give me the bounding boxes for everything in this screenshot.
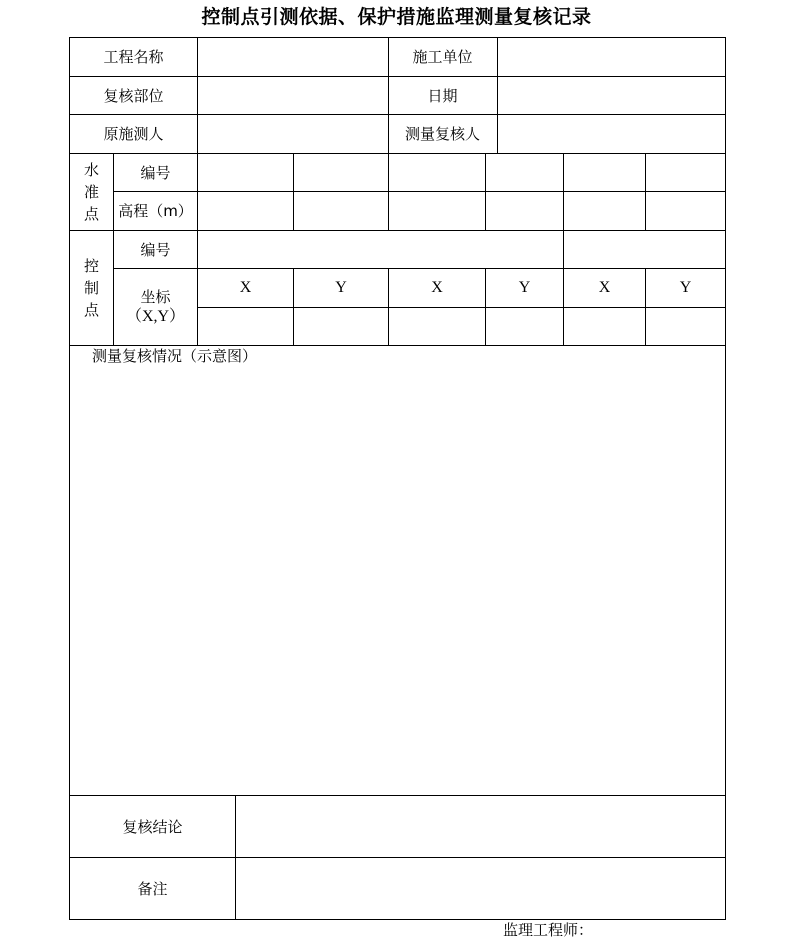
row-divider bbox=[113, 191, 725, 192]
coord-label-line: 坐标 bbox=[140, 288, 171, 306]
check-surveyor-label: 测量复核人 bbox=[404, 125, 480, 143]
benchmark-number-label: 编号 bbox=[140, 163, 171, 182]
control-point-label-char: 制 bbox=[83, 279, 99, 297]
benchmark-elevation-label: 高程（m） bbox=[118, 202, 193, 220]
supervisor-signature-label: 监理工程师： bbox=[503, 921, 594, 939]
col-divider bbox=[645, 153, 646, 230]
col-divider bbox=[388, 153, 389, 230]
col-divider bbox=[563, 153, 564, 345]
original-surveyor-field[interactable] bbox=[198, 115, 388, 153]
remarks-label: 备注 bbox=[137, 879, 168, 898]
row-divider bbox=[70, 345, 725, 346]
control-point-label-char: 点 bbox=[83, 301, 99, 319]
check-record-table bbox=[69, 37, 726, 920]
original-surveyor-label: 原施测人 bbox=[103, 125, 164, 143]
date-label: 日期 bbox=[427, 86, 458, 105]
axis-header-y: Y bbox=[335, 279, 347, 296]
col-divider bbox=[293, 153, 294, 230]
benchmark-label-char: 准 bbox=[83, 183, 99, 201]
conclusion-field[interactable] bbox=[236, 796, 725, 857]
conclusion-label: 复核结论 bbox=[122, 817, 183, 836]
form-title: 控制点引测依据、保护措施监理测量复核记录 bbox=[201, 6, 592, 28]
control-point-number-label: 编号 bbox=[140, 240, 171, 259]
axis-header-y: Y bbox=[518, 279, 531, 296]
sketch-area-label: 测量复核情况（示意图） bbox=[92, 347, 258, 365]
check-part-field[interactable] bbox=[198, 77, 388, 114]
date-field[interactable] bbox=[498, 77, 725, 114]
control-point-coord-label bbox=[114, 269, 197, 345]
remarks-field[interactable] bbox=[236, 858, 725, 919]
control-point-label-char: 控 bbox=[83, 257, 99, 275]
benchmark-group-label bbox=[70, 154, 113, 230]
col-divider bbox=[485, 153, 486, 230]
axis-header-y: Y bbox=[679, 279, 692, 296]
axis-header-x: X bbox=[239, 279, 252, 296]
benchmark-label-char: 水 bbox=[83, 161, 99, 179]
project-name-label: 工程名称 bbox=[103, 48, 164, 66]
benchmark-label-char: 点 bbox=[83, 205, 99, 223]
col-divider bbox=[197, 153, 198, 345]
check-surveyor-field[interactable] bbox=[498, 115, 725, 153]
axis-header-x: X bbox=[598, 279, 611, 296]
construction-unit-field[interactable] bbox=[498, 38, 725, 76]
axis-header-x: X bbox=[431, 279, 443, 296]
project-name-field[interactable] bbox=[198, 38, 388, 76]
check-part-label: 复核部位 bbox=[103, 86, 164, 105]
coord-label-line: （X,Y） bbox=[125, 308, 186, 325]
control-point-group-label bbox=[70, 231, 113, 345]
construction-unit-label: 施工单位 bbox=[412, 48, 473, 66]
